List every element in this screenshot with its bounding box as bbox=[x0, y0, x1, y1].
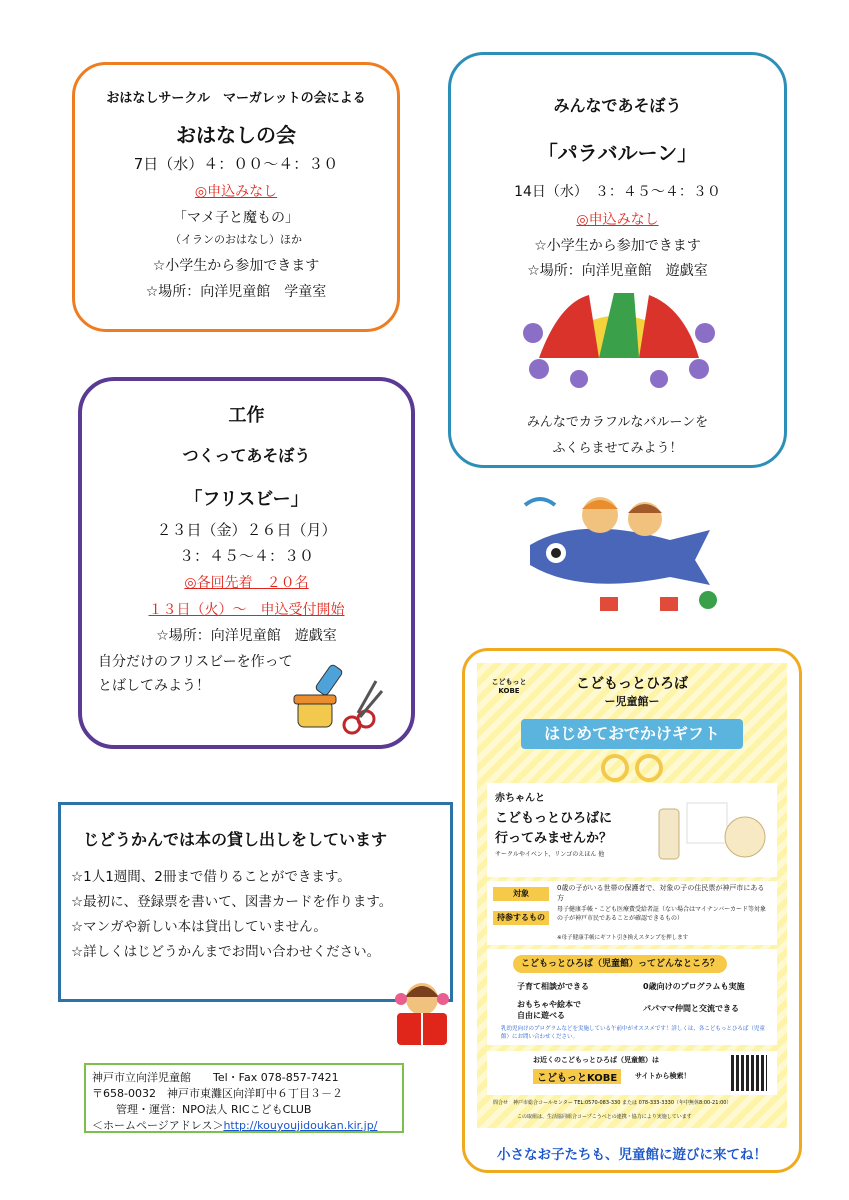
craft-heading: つくってあそぼう bbox=[182, 446, 311, 465]
book-list bbox=[71, 865, 392, 965]
kodomotto-panel bbox=[462, 648, 802, 1173]
invitation-line-2: こどもっとひろばに bbox=[495, 811, 613, 826]
craft-title: 「フリスビー」 bbox=[184, 489, 309, 510]
gift-banner: はじめておでかけギフト bbox=[521, 719, 743, 749]
homepage-label: ＜ホームページアドレス＞ bbox=[92, 1119, 224, 1132]
bring-label: 持参するもの bbox=[493, 911, 549, 925]
parachute-datetime: 14日（水） ３：４５～４：３０ bbox=[514, 184, 721, 200]
qr-code[interactable] bbox=[731, 1055, 767, 1091]
book-item: ☆詳しくはじどうかんまでお問い合わせください。 bbox=[71, 944, 381, 960]
search-line-1: お近くのこどもっとひろば（児童館）は bbox=[533, 1056, 659, 1064]
book-item: ☆1人1週間、2冊まで借りることができます。 bbox=[71, 869, 351, 885]
address-box bbox=[84, 1063, 404, 1133]
flyer-header: こどもっとひろば bbox=[576, 676, 688, 692]
flyer-background bbox=[477, 663, 787, 1128]
requirements-card bbox=[487, 881, 777, 945]
ohanashi-place: ☆場所：向洋児童館 学童室 bbox=[145, 284, 327, 300]
parachute-eligibility: ☆小学生から参加できます bbox=[534, 238, 701, 254]
parachute-panel bbox=[448, 52, 787, 468]
target-label: 対象 bbox=[493, 887, 549, 901]
ohanashi-title: おはなしの会 bbox=[176, 123, 296, 147]
invitation-line-1: 赤ちゃんと bbox=[495, 793, 545, 804]
ohanashi-datetime: 7日（水）４：００～４：３０ bbox=[133, 155, 339, 173]
parachute-title: 「パラバルーン」 bbox=[537, 141, 698, 165]
craft-dates: ２３日（金）２６日（月） bbox=[156, 521, 337, 539]
craft-reception: １３日（火）～ 申込受付開始 bbox=[148, 602, 345, 618]
cooperation-note: この取組は、生活協同組合コープこうべとの連携・協力により実施しています bbox=[517, 1114, 692, 1120]
craft-capacity: ◎各回先着 ２０名 bbox=[184, 575, 309, 591]
craft-place: ☆場所：向洋児童館 遊戯室 bbox=[156, 628, 337, 644]
book-title: じどうかんでは本の貸し出しをしています bbox=[83, 830, 388, 849]
parachute-place: ☆場所：向洋児童館 遊戯室 bbox=[527, 263, 708, 279]
craft-panel bbox=[78, 377, 415, 749]
ohanashi-apply: ◎申込みなし bbox=[194, 184, 278, 200]
search-card bbox=[487, 1051, 777, 1095]
koinobori-illustration bbox=[520, 485, 725, 615]
address-line-3: 管理・運営：NPO法人 RICこどもCLUB bbox=[116, 1103, 312, 1116]
search-site-name: こどもっとKOBE bbox=[533, 1069, 621, 1084]
feature-item: 0歳向けのプログラムも実施 bbox=[643, 982, 745, 991]
search-line-3: サイトから検索！ bbox=[635, 1072, 691, 1080]
bring-note: ※母子健康手帳にギフト引き換えスタンプを押します bbox=[557, 935, 689, 941]
feature-item: おもちゃや絵本で自由に遊べる bbox=[517, 1000, 581, 1020]
parachute-desc-2: ふくらませてみよう！ bbox=[552, 441, 683, 456]
craft-desc-2: とばしてみよう！ bbox=[98, 678, 210, 694]
contact-info: 問合せ 神戸市総合コールセンター TEL:0570-083-330 または 078-333-3330（年中無休8:00-21:00） bbox=[493, 1100, 732, 1106]
craft-time: ３：４５～４：３０ bbox=[178, 547, 314, 565]
book-item: ☆最初に、登録票を書いて、図書カードを作ります。 bbox=[71, 894, 393, 910]
invitation-note: サークルやイベント、リンゴのえほん 他 bbox=[495, 851, 605, 858]
ohanashi-story: 「マメ子と魔もの」 bbox=[173, 210, 299, 226]
footer-message: 小さなお子たちも、児童館に遊びに来てね！ bbox=[497, 1147, 767, 1163]
bring-text: 母子健康手帳・こども医療費受給者証（ない場合はマイナンバーカード等対象の子が神戸市民であることが確認できるもの） bbox=[557, 906, 767, 922]
craft-tools-illustration bbox=[278, 661, 388, 741]
ohanashi-eligibility: ☆小学生から参加できます bbox=[152, 258, 320, 274]
invitation-card bbox=[487, 783, 777, 877]
feature-item: 子育て相談ができる bbox=[517, 982, 589, 991]
target-text: 0歳の子がいる世帯の保護者で、対象の子の住民票が神戸市にある方 bbox=[557, 884, 765, 902]
parachute-apply: ◎申込みなし bbox=[576, 212, 659, 228]
ohanashi-organizer: おはなしサークル マーガレットの会による bbox=[106, 91, 366, 106]
gift-items-illustration bbox=[655, 789, 769, 869]
feature-item: パパママ仲間と交流できる bbox=[643, 1004, 739, 1013]
parachute-desc-1: みんなでカラフルなバルーンを bbox=[526, 415, 709, 430]
features-title: こどもっとひろば（児童館）ってどんなところ？ bbox=[513, 955, 727, 973]
craft-desc-1: 自分だけのフリスビーを作って bbox=[98, 654, 293, 670]
book-lending-panel bbox=[58, 802, 453, 1002]
address-line-2: 〒658-0032 神戸市東灘区向洋町中６丁目３－２ bbox=[92, 1087, 343, 1100]
parachute-heading: みんなであそぼう bbox=[553, 96, 682, 115]
book-item: ☆マンガや新しい本は貸出していません。 bbox=[71, 919, 327, 935]
ohanashi-story-note: （イランのおはなし）ほか bbox=[170, 233, 302, 246]
craft-label: 工作 bbox=[228, 405, 265, 426]
reading-girl-illustration bbox=[383, 975, 461, 1053]
invitation-line-3: 行ってみませんか？ bbox=[495, 831, 613, 846]
homepage-link[interactable]: http://kouyoujidoukan.kir.jp/ bbox=[223, 1119, 378, 1132]
features-note: 乳幼児向けのプログラムなどを実施している午前中がオススメです！詳しくは、各こどもっとひろば（児童館）にお問い合わせください。 bbox=[501, 1026, 765, 1040]
parachute-illustration bbox=[519, 283, 719, 393]
ribbon-decoration bbox=[597, 753, 667, 783]
kobe-logo: こどもっと KOBE bbox=[491, 678, 527, 695]
ohanashi-panel bbox=[72, 62, 400, 332]
features-card bbox=[487, 949, 777, 1045]
address-line-1: 神戸市立向洋児童館 Tel・Fax 078-857-7421 bbox=[92, 1071, 339, 1084]
flyer-subheader: ー児童館ー bbox=[604, 695, 660, 708]
